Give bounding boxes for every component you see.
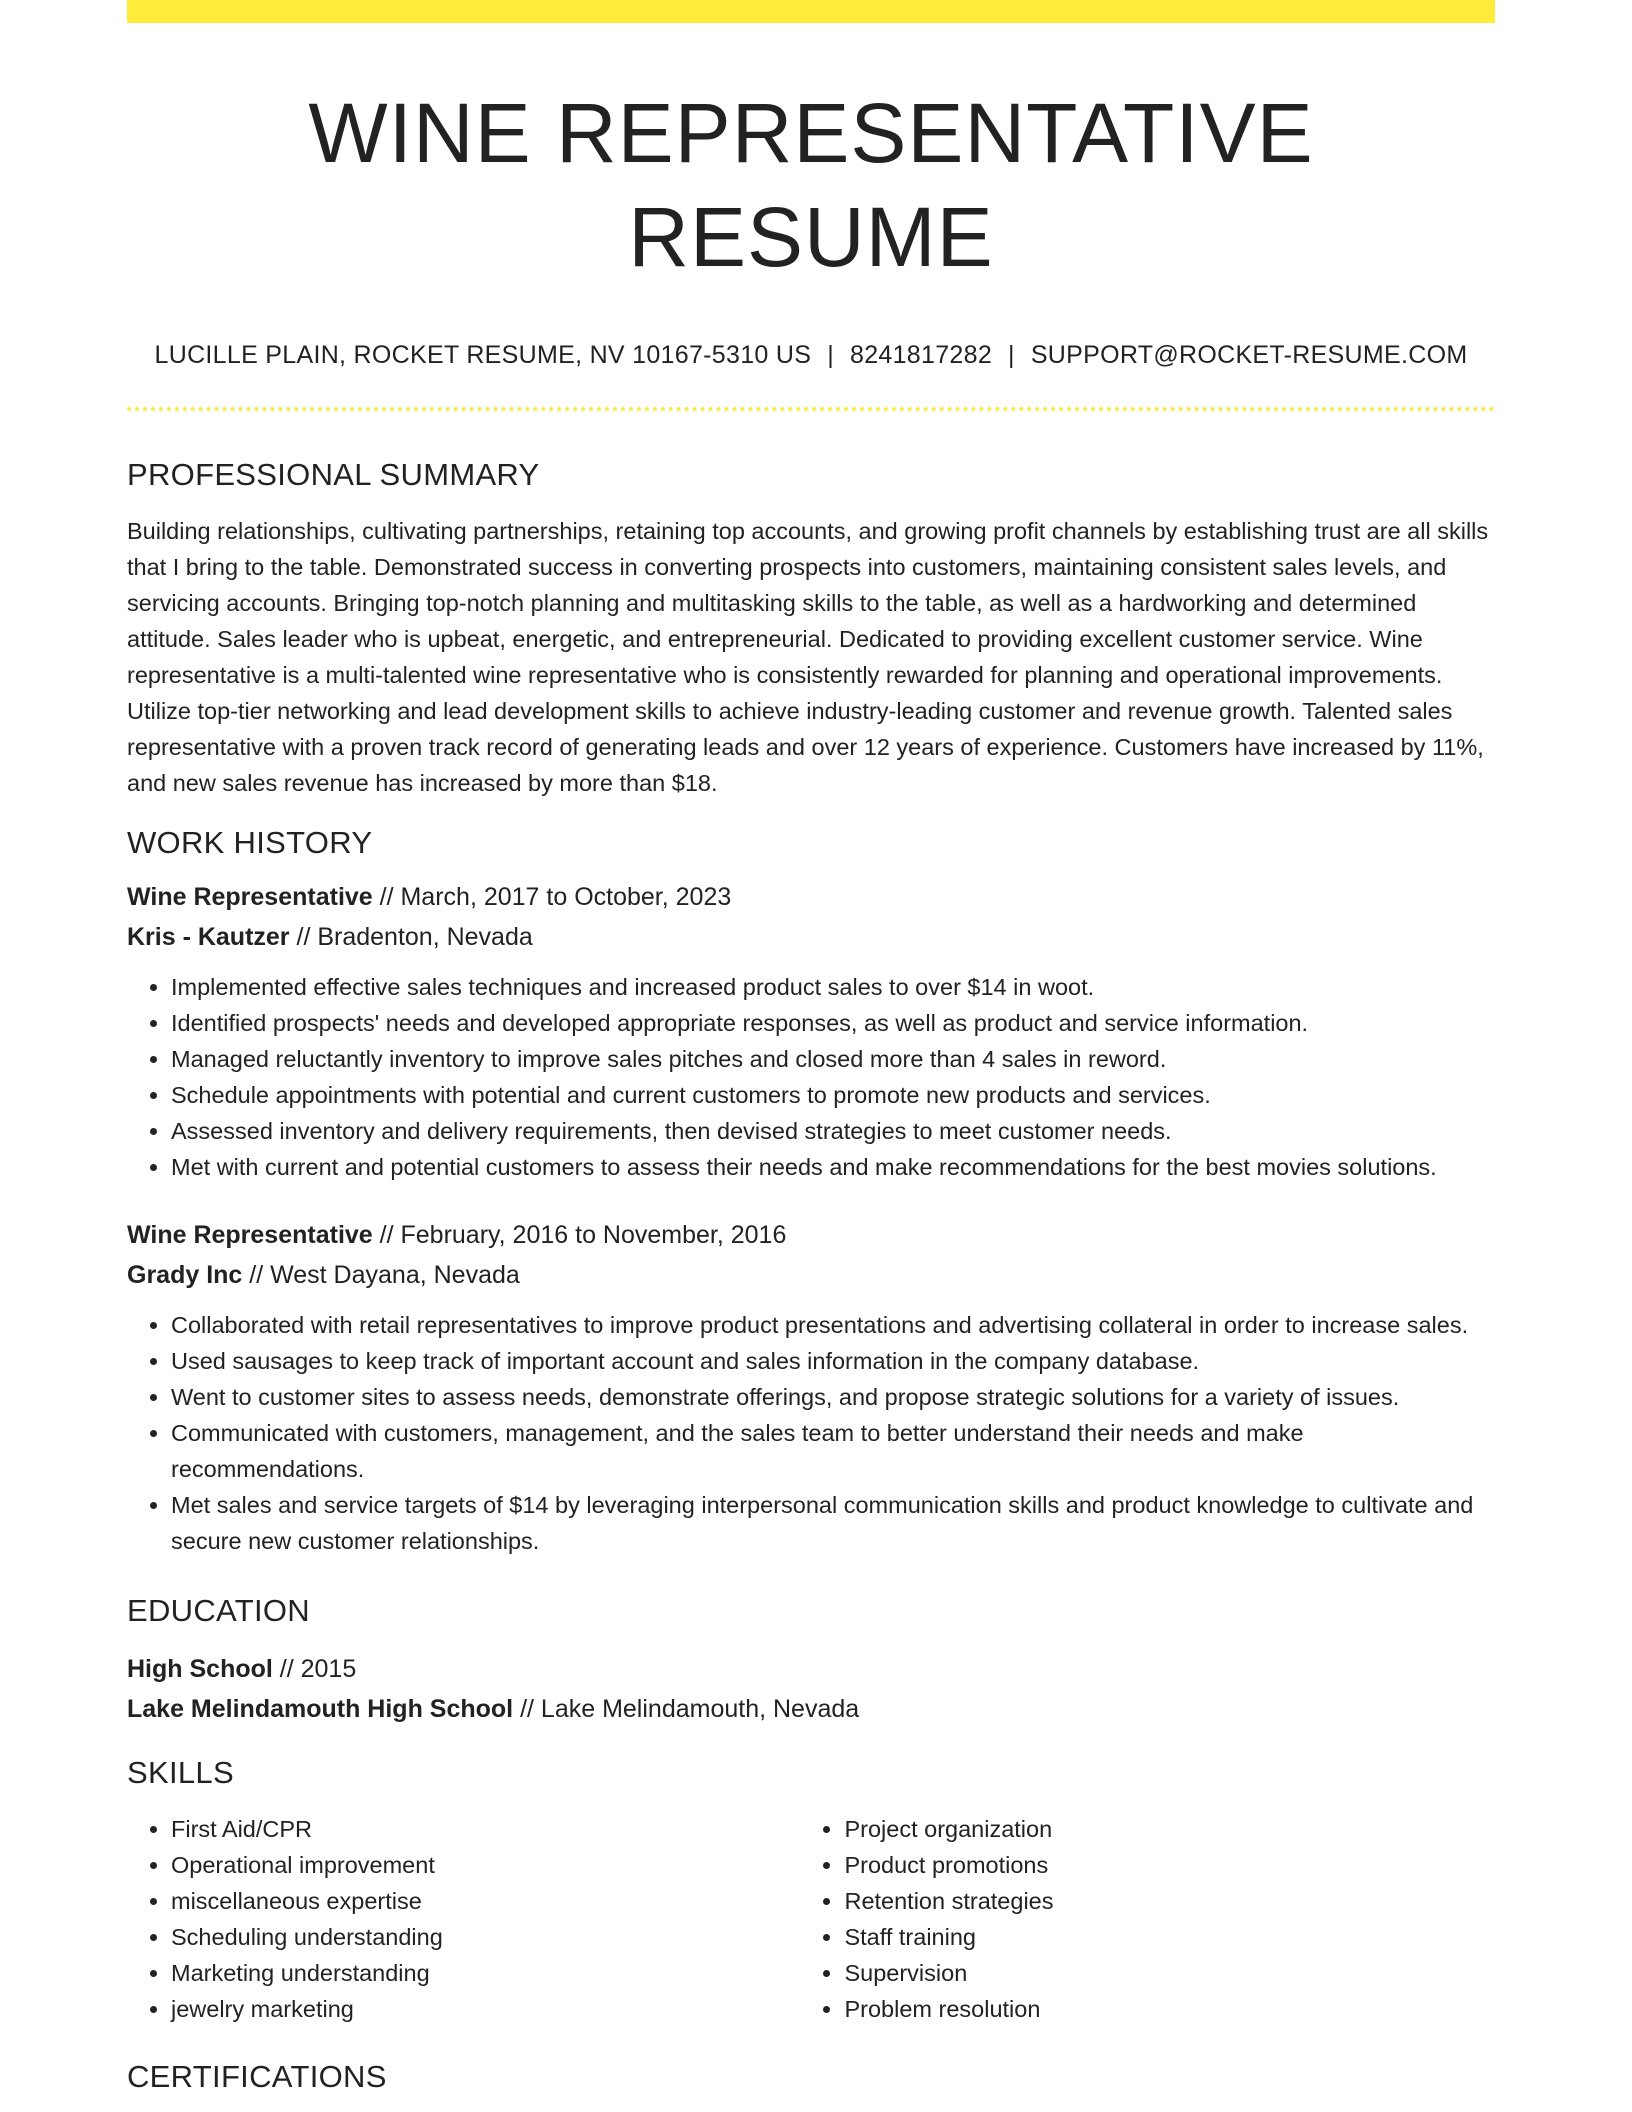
list-item: • Identified prospects' needs and developed appropriate responses, as well as product and service information. (171, 1005, 1495, 1041)
job-company: Kris - Kautzer (127, 923, 290, 951)
contact-separator: | (1008, 341, 1015, 369)
section-title-work-history: WORK HISTORY (127, 825, 373, 860)
job-bullets (127, 969, 1495, 1185)
job-role: Wine Representative (127, 883, 373, 911)
education-school: Lake Melindamouth High School (127, 1695, 514, 1723)
skill-item: • jewelry marketing (171, 1991, 756, 2027)
skill-item: • Problem resolution (844, 1991, 1495, 2027)
job-entry (127, 877, 1495, 1185)
skill-item: • Marketing understanding (171, 1955, 756, 1991)
list-item: • Assessed inventory and delivery requirements, then devised strategies to meet customer needs. (171, 1113, 1495, 1149)
list-item: • Implemented effective sales techniques and increased product sales to over $14 in woot. (171, 969, 1495, 1005)
job-company-line (127, 1255, 1495, 1295)
skill-item: • miscellaneous expertise (171, 1883, 756, 1919)
list-item: • Communicated with customers, management, and the sales team to better understand their needs and make recommendations. (171, 1415, 1495, 1487)
list-item: • Managed reluctantly inventory to improve sales pitches and closed more than 4 sales in reword. (171, 1041, 1495, 1077)
job-role: Wine Representative (127, 1221, 373, 1249)
skills-columns (127, 1811, 1495, 2027)
job-bullets (127, 1307, 1495, 1559)
section-title-certifications: CERTIFICATIONS (127, 2059, 387, 2094)
job-entry (127, 1215, 1495, 1559)
job-dates: // February, 2016 to November, 2016 (372, 1221, 787, 1249)
list-item: • Met with current and potential customers to assess their needs and make recommendations for the best movies solutions. (171, 1149, 1495, 1185)
skill-item: • Project organization (844, 1811, 1495, 1847)
job-location: // Bradenton, Nevada (289, 923, 533, 951)
summary-text: Building relationships, cultivating partnerships, retaining top accounts, and growing profit channels by establishing trust are all skills that I bring to the table. Demonstrated success in converting prospects into customers, maintaining consistent sales levels, and servicing accounts. Bringing top-notch planning and multitasking skills to the table, as well as a hardworking and determined attitude. Sales leader who is upbeat, energetic, and entrepreneurial. Dedicated to providing excellent customer service. Wine representative is a multi-talented wine representative who is consistently rewarded for planning and operational improvements. Utilize top-tier networking and lead development skills to achieve industry-leading customer and revenue growth. Talented sales representative with a proven track record of generating leads and over 12 years of experience. Customers have increased by 11%, and new sales revenue has increased by more than $18. (127, 518, 1489, 796)
job-role-line (127, 1215, 1495, 1255)
section-title-summary: PROFESSIONAL SUMMARY (127, 457, 540, 492)
job-company-line (127, 917, 1495, 957)
skill-item: • Staff training (844, 1919, 1495, 1955)
job-dates: // March, 2017 to October, 2023 (372, 883, 732, 911)
dotted-divider (127, 407, 1495, 411)
skill-item: • Retention strategies (844, 1883, 1495, 1919)
education-degree: High School (127, 1655, 273, 1683)
list-item: • Went to customer sites to assess needs, demonstrate offerings, and propose strategic solutions for a variety of issues. (171, 1379, 1495, 1415)
contact-line (127, 339, 1495, 371)
resume-content (127, 23, 1495, 2097)
section-title-education: EDUCATION (127, 1593, 310, 1628)
list-item: • Met sales and service targets of $14 by leveraging interpersonal communication skills and product knowledge to cultivate and secure new customer relationships. (171, 1487, 1495, 1559)
resume-title: WINE REPRESENTATIVE RESUME (308, 86, 1314, 284)
skill-item: • Supervision (844, 1955, 1495, 1991)
education-entry (127, 1649, 1495, 1729)
skill-item: • Product promotions (844, 1847, 1495, 1883)
education-location: // Lake Melindamouth, Nevada (513, 1695, 860, 1723)
job-location: // West Dayana, Nevada (242, 1261, 520, 1289)
job-company: Grady Inc (127, 1261, 243, 1289)
skills-list-right (800, 1811, 1495, 2027)
list-item: • Schedule appointments with potential and current customers to promote new products and services. (171, 1077, 1495, 1113)
skill-item: • First Aid/CPR (171, 1811, 756, 1847)
contact-address: LUCILLE PLAIN, ROCKET RESUME, NV 10167-5310 US (154, 341, 812, 369)
contact-separator: | (827, 341, 834, 369)
contact-phone: 8241817282 (849, 341, 993, 369)
contact-email: SUPPORT@ROCKET-RESUME.COM (1030, 341, 1468, 369)
education-school-line (127, 1689, 1495, 1729)
education-year: // 2015 (272, 1655, 357, 1683)
skill-item: • Scheduling understanding (171, 1919, 756, 1955)
list-item: • Collaborated with retail representatives to improve product presentations and advertising collateral in order to increase sales. (171, 1307, 1495, 1343)
top-accent-bar (127, 0, 1495, 23)
education-degree-line (127, 1649, 1495, 1689)
list-item: • Used sausages to keep track of important account and sales information in the company database. (171, 1343, 1495, 1379)
job-role-line (127, 877, 1495, 917)
skills-list-left (127, 1811, 756, 2027)
skill-item: • Operational improvement (171, 1847, 756, 1883)
section-title-skills: SKILLS (127, 1755, 234, 1790)
